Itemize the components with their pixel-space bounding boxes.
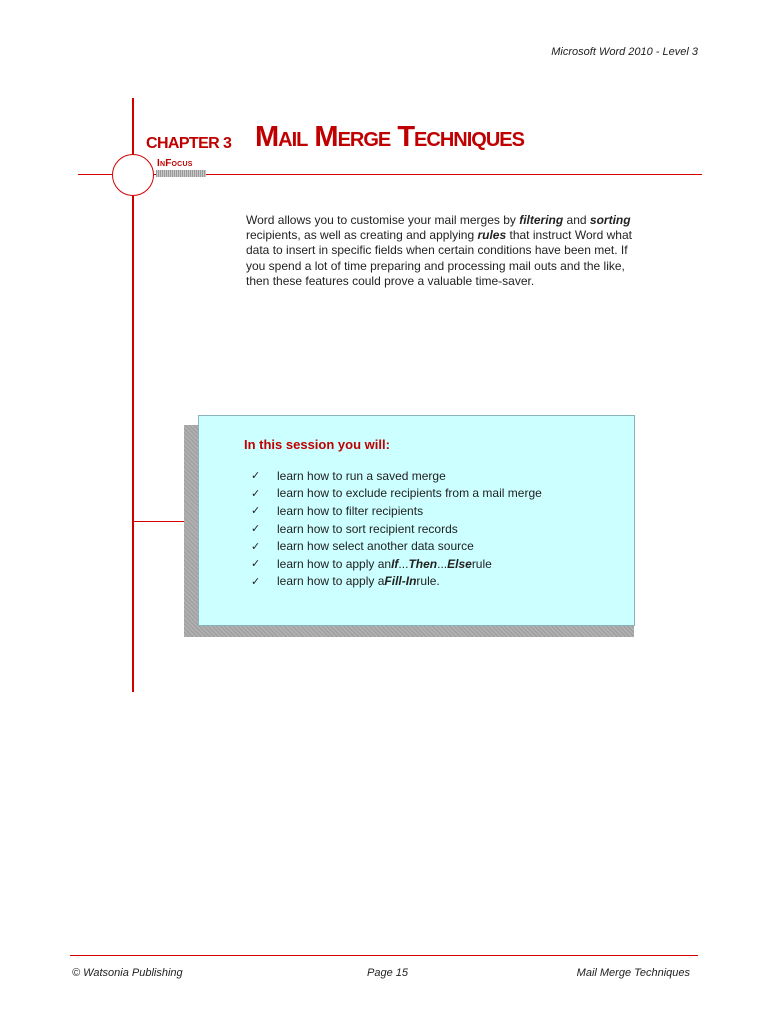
check-icon: ✓ — [251, 505, 261, 518]
decorative-circle — [112, 154, 154, 196]
check-icon: ✓ — [251, 575, 261, 588]
list-item: ✓ learn how to sort recipient records — [251, 521, 458, 536]
footer-page-number: Page 15 — [367, 967, 408, 979]
horizontal-rule-mid — [134, 521, 184, 522]
session-box — [198, 415, 635, 626]
footer-publisher: © Watsonia Publishing — [72, 967, 183, 979]
check-icon: ✓ — [251, 470, 261, 483]
footer-rule — [70, 955, 698, 956]
list-item: ✓ learn how to apply an If ... Then ... Else rule — [251, 556, 492, 571]
list-item: ✓ learn how to filter recipients — [251, 503, 424, 518]
filtering-keyword: filtering — [519, 213, 564, 227]
rules-keyword: rules — [477, 228, 507, 243]
header-doc-title: Microsoft Word 2010 - Level 3 — [551, 46, 698, 58]
session-title: In this session you will: — [244, 437, 390, 452]
infocus-bar — [156, 170, 206, 177]
list-item: ✓ learn how to exclude recipients from a mail merge — [251, 486, 542, 501]
check-icon: ✓ — [251, 540, 261, 553]
page-title: Mail Merge Techniques — [255, 121, 524, 153]
list-item: ✓ learn how to run a saved merge — [251, 468, 446, 483]
chapter-label: CHAPTER 3 — [146, 135, 232, 152]
list-item: ✓ learn how select another data source — [251, 539, 474, 554]
check-icon: ✓ — [251, 558, 261, 571]
list-item: ✓ learn how to apply a Fill-In rule. — [251, 574, 440, 589]
session-list — [251, 467, 542, 590]
infocus-label: InFocus — [157, 158, 193, 169]
footer-chapter-title: Mail Merge Techniques — [576, 967, 690, 979]
intro-paragraph: Word allows you to customise your mail merges by filtering and sorting recipients, as well as creating and applying rules that instruct Word what data to insert in specific fields when certain conditions have been met. If you spend a lot of time preparing and processing mail outs and the like, then these features could prove a valuable time-saver. — [246, 213, 632, 288]
check-icon: ✓ — [251, 487, 261, 500]
check-icon: ✓ — [251, 523, 261, 536]
sorting-keyword: sorting — [589, 213, 631, 227]
